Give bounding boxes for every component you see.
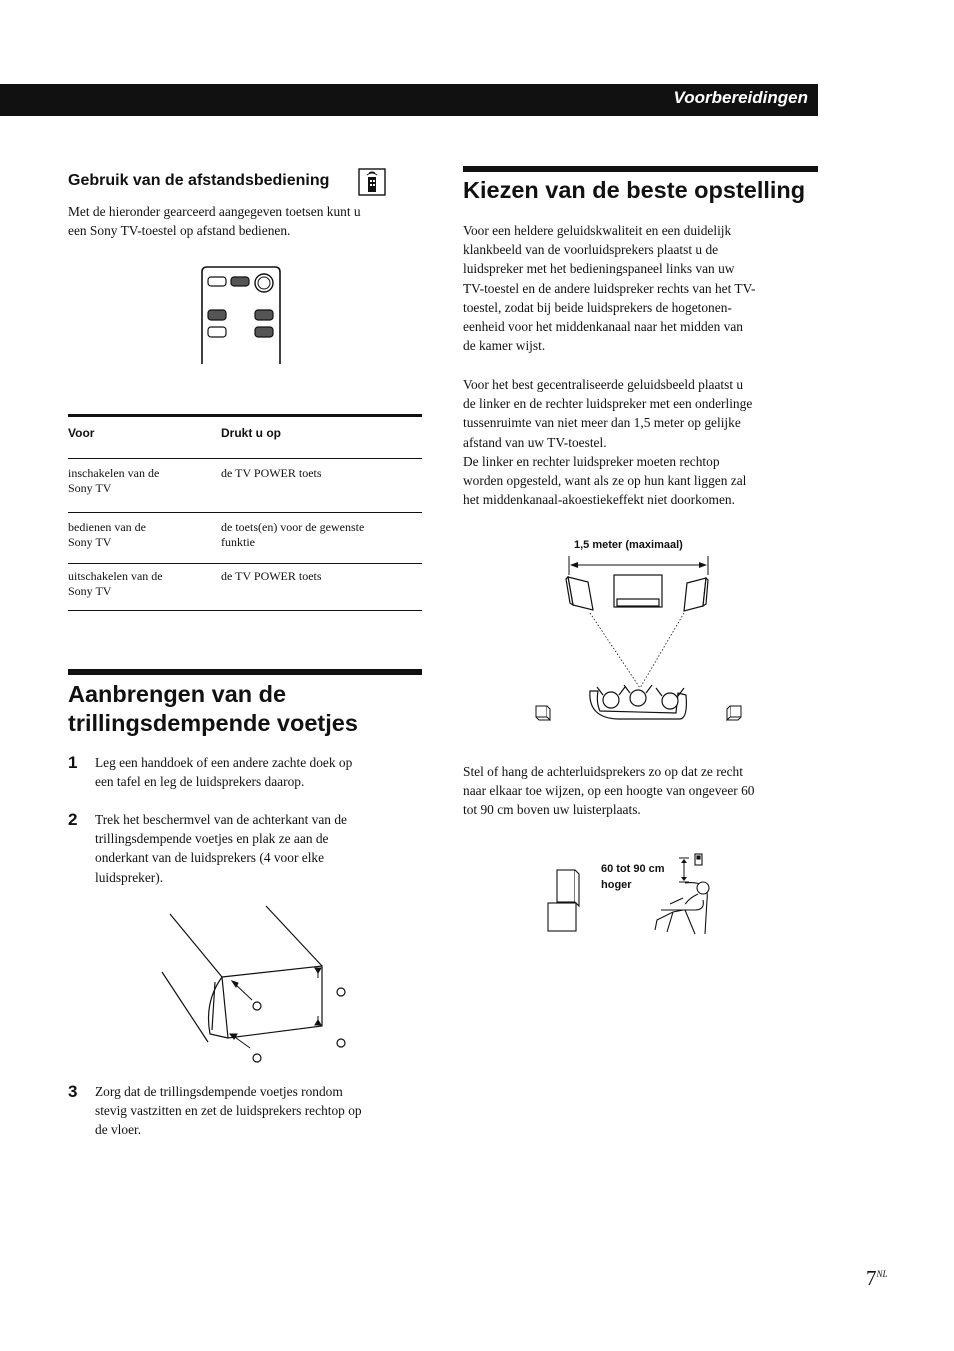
rear-right-speaker bbox=[727, 706, 741, 720]
step-2: 2 Trek het beschermvel van de achterkant van de trillingsdempende voetjes en plak ze aan de onderkant van de luidsprekers (4 voor elke luidspreker). bbox=[68, 810, 347, 885]
feet-heading: Aanbrengen van de trillingsdempende voetjes bbox=[68, 681, 358, 736]
rear-speaker-height-diagram bbox=[545, 850, 720, 935]
placement-paragraph-1: Voor een heldere geluidskwaliteit en een duidelijk klankbeeld van de voorluidsprekers plaatst u de luidspreker met het bedieningspaneel links van uw TV-toestel en de andere luidspreker rechts van het TV- toestel, zodat bij beide luidsprekers de hogetonen- eenheid voor het middenkanaal naar het midden van de kamer wijst. bbox=[463, 223, 756, 354]
front-speaker-placement-diagram bbox=[530, 553, 750, 723]
remote-button bbox=[255, 327, 273, 337]
remote-intro: Met de hieronder gearceerd aangegeven toetsen kunt u een Sony TV-toestel op afstand bedienen. bbox=[68, 204, 361, 239]
table-header-row bbox=[68, 417, 422, 459]
step-number: 1 bbox=[68, 753, 78, 772]
listeners-sofa bbox=[590, 685, 687, 719]
table-header-drukt: Drukt u op bbox=[221, 426, 281, 440]
remote-button bbox=[208, 310, 226, 320]
rubber-foot bbox=[253, 1054, 261, 1062]
operations-table bbox=[68, 417, 422, 611]
table-header-voor: Voor bbox=[68, 426, 95, 440]
table-row: inschakelen van de Sony TV de TV POWER toets bbox=[68, 459, 422, 513]
remote-button bbox=[208, 327, 226, 337]
tv-set bbox=[614, 575, 662, 607]
height-label: 60 tot 90 cm hoger bbox=[601, 863, 665, 891]
placement-heading: Kiezen van de beste opstelling bbox=[463, 177, 806, 203]
front-left-speaker bbox=[566, 577, 593, 610]
remote-heading: Gebruik van de afstandsbediening bbox=[68, 172, 330, 189]
rubber-foot bbox=[337, 1039, 345, 1047]
step-3: 3 Zorg dat de trillingsdempende voetjes rondom stevig vastzitten en zet de luidsprekers rechtop op de vloer. bbox=[68, 1082, 362, 1138]
rubber-foot bbox=[337, 988, 345, 996]
step-number: 3 bbox=[68, 1082, 78, 1101]
remote-button bbox=[255, 310, 273, 320]
section-rule bbox=[68, 669, 422, 675]
remote-buttons-illustration bbox=[196, 262, 288, 368]
rubber-foot bbox=[253, 1002, 261, 1010]
page-number: $7^{NL}$ bbox=[866, 1266, 888, 1290]
seated-listener bbox=[655, 882, 709, 934]
operations-table-wrapper bbox=[68, 414, 422, 611]
distance-label: 1,5 meter (maximaal) bbox=[574, 539, 683, 551]
placement-paragraph-3: Stel of hang de achterluidsprekers zo op dat ze recht naar elkaar toe wijzen, op een hoogte van ongeveer 60 tot 90 cm boven uw luisterplaats. bbox=[463, 764, 755, 818]
rear-left-speaker bbox=[536, 706, 550, 720]
table-row: bedienen van de Sony TV de toets(en) voor de gewenste funktie bbox=[68, 513, 422, 564]
speaker-feet-illustration bbox=[160, 902, 360, 1070]
section-title: Voorbereidingen bbox=[673, 88, 808, 107]
remote-control-icon bbox=[358, 168, 386, 196]
front-right-speaker bbox=[684, 578, 708, 611]
step-number: 2 bbox=[68, 810, 78, 829]
rear-speaker bbox=[557, 870, 575, 902]
table-row: uitschakelen van de Sony TV de TV POWER toets bbox=[68, 564, 422, 611]
section-header-bar bbox=[0, 84, 818, 116]
remote-button bbox=[208, 277, 226, 286]
section-rule bbox=[463, 166, 818, 172]
placement-paragraph-2: Voor het best gecentraliseerde geluidsbeeld plaatst u de linker en de rechter luidspreker met een onderlinge tussenruimte van niet meer dan 1,5 meter op gelijke afstand van uw TV-toestel. De linker en rechter luidspreker moeten rechtop worden opgesteld, want als ze op hun kant liggen zal het middenkanaal-akoestiekeffekt niet doorkomen. bbox=[463, 377, 753, 508]
speaker-stand bbox=[548, 903, 576, 931]
step-1: 1 Leg een handdoek of een andere zachte doek op een tafel en leg de luidsprekers daarop. bbox=[68, 753, 353, 790]
remote-button bbox=[231, 277, 249, 286]
